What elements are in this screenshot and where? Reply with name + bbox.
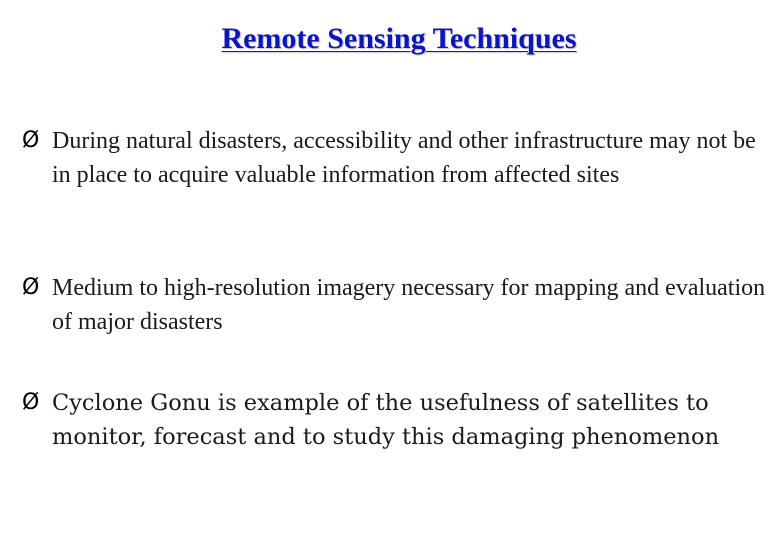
bullet-text-1: During natural disasters, accessibility and other infrastructure may not be in place to acquire valuable information from affected sites: [52, 128, 756, 188]
bullet-item-3: [22, 386, 772, 454]
slide-title: Remote Sensing Techniques: [221, 22, 577, 55]
bullet-item-2: [22, 271, 772, 339]
bullet-item-1: [22, 124, 772, 192]
arrow-bullet-icon: Ø: [22, 128, 40, 153]
bullet-text-3: Cyclone Gonu is example of the usefulness of satellites to monitor, forecast and to study this damaging phenomenon: [52, 390, 720, 450]
arrow-bullet-icon: Ø: [22, 275, 40, 300]
bullet-text-2: Medium to high-resolution imagery necessary for mapping and evaluation of major disasters: [52, 275, 766, 335]
arrow-bullet-icon: Ø: [22, 390, 40, 415]
